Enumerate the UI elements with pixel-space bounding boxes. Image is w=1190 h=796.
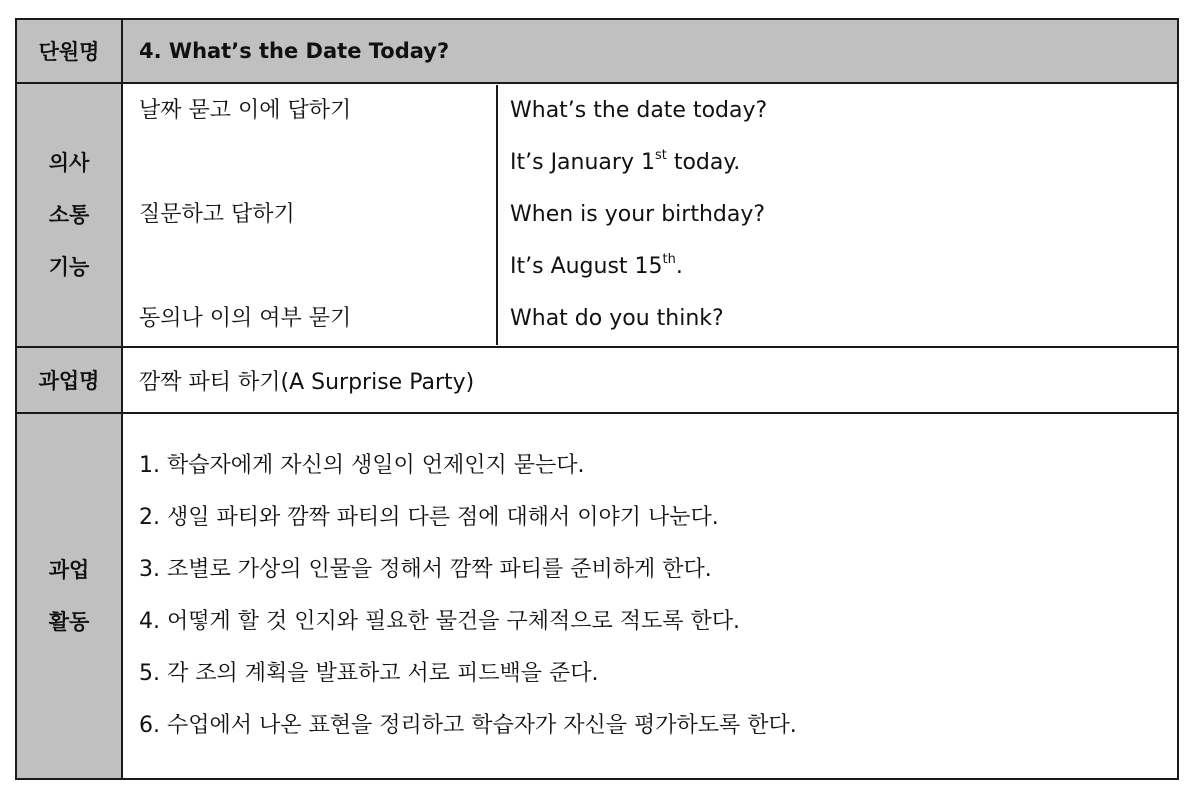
communication-label-line: 의사 [48,151,90,175]
activity-step: 4. 어떻게 할 것 인지와 필요한 물건을 구체적으로 적도록 한다. [139,609,740,634]
expression-item: What do you think? [510,306,724,331]
activity-step: 6. 수업에서 나온 표현을 정리하고 학습자가 자신을 평가하도록 한다. [139,713,797,738]
communication-label-line: 기능 [48,255,90,279]
expression-item: It’s January 1st today. [510,147,741,175]
communication-label [16,83,122,347]
task-name: 깜짝 파티 하기(A Surprise Party) [122,347,1178,413]
function-item: 질문하고 답하기 [139,202,295,227]
function-list [123,85,498,345]
activity-steps [122,413,1178,779]
activity-step: 1. 학습자에게 자신의 생일이 언제인지 묻는다. [139,453,585,478]
activity-label [16,413,122,779]
lesson-plan-table [15,18,1179,780]
communication-content [122,83,1178,347]
activity-label-line: 활동 [48,610,90,634]
function-item: 동의나 이의 여부 묻기 [139,306,352,331]
activity-label-line: 과업 [48,558,90,582]
activity-step: 3. 조별로 가상의 인물을 정해서 깜짝 파티를 준비하게 한다. [139,557,712,582]
activity-step: 2. 생일 파티와 깜짝 파티의 다른 점에 대해서 이야기 나눈다. [139,505,719,530]
activity-row [16,413,1178,779]
function-item: 날짜 묻고 이에 답하기 [139,98,352,123]
expression-list [498,85,1177,345]
unit-row [16,19,1178,83]
expression-item: It’s August 15th. [510,251,683,279]
function-item [123,137,496,189]
task-row [16,347,1178,413]
communication-label-line: 소통 [48,203,90,227]
function-item [123,241,496,293]
activity-step: 5. 각 조의 계획을 발표하고 서로 피드백을 준다. [139,661,599,686]
communication-row [16,83,1178,347]
unit-title: 4. What’s the Date Today? [122,19,1178,83]
unit-label: 단원명 [16,19,122,83]
task-label: 과업명 [16,347,122,413]
expression-item: When is your birthday? [510,202,766,227]
expression-item: What’s the date today? [510,98,768,123]
